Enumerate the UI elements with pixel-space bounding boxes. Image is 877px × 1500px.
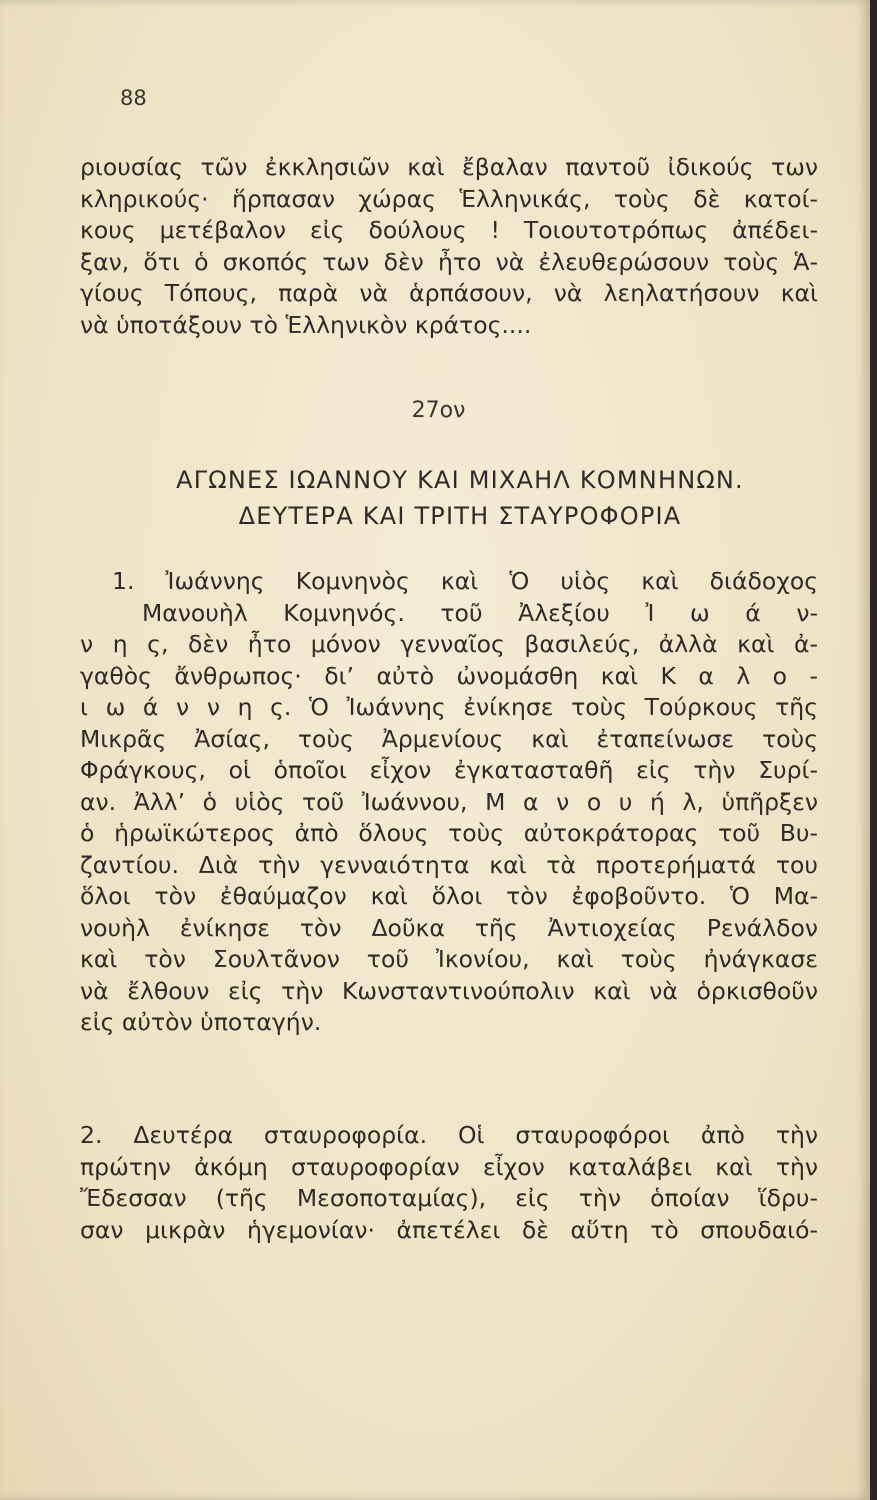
text-line: γαθὸς ἄνθρωπος· δι’ αὐτὸ ὠνομάσθη καὶ Κ α λ ο - bbox=[80, 661, 818, 690]
text-line: πρώτην ἀκόμη σταυροφορίαν εἶχον καταλάβει καὶ τὴν bbox=[80, 1152, 818, 1181]
text-line: 2. Δευτέρα σταυροφορία. Οἱ σταυροφόροι ἀπὸ τὴν bbox=[80, 1121, 818, 1149]
text-line: καὶ τὸν Σουλτᾶνον τοῦ Ἰκονίου, καὶ τοὺς ἠνάγκασε bbox=[80, 945, 818, 973]
text-line: Μικρᾶς Ἀσίας, τοὺς Ἀρμενίους καὶ ἐταπείνωσε τοὺς bbox=[80, 724, 818, 753]
text-line: ὅλοι τὸν ἐθαύμαζον καὶ ὅλοι τὸν ἐφοβοῦντο. Ὁ Μα- bbox=[80, 882, 818, 910]
text-line: 1. Ἰωάννης Κομνηνὸς καὶ Ὁ υἱὸς καὶ διάδοχος bbox=[112, 567, 818, 595]
section-2 bbox=[80, 1120, 818, 1246]
section-1 bbox=[80, 566, 818, 1039]
chapter-title-line: ΔΕΥΤΕΡΑ ΚΑΙ ΤΡΙΤΗ ΣΤΑΥΡΟΦΟΡΙΑ bbox=[238, 502, 682, 530]
text-line: ὁ ἡρωϊκώτερος ἀπὸ ὅλους τοὺς αὐτοκράτορας τοῦ Βυ- bbox=[80, 819, 818, 847]
text-line: κληρικούς· ἥρπασαν χώρας Ἑλληνικάς, τοὺς δὲ κατοί- bbox=[80, 184, 818, 213]
text-line: Φράγκους, οἱ ὁποῖοι εἶχον ἐγκατασταθῆ εἰς τὴν Συρί- bbox=[80, 756, 818, 784]
text-line: νουὴλ ἐνίκησε τὸν Δοῦκα τῆς Ἀντιοχείας Ρενάλδον bbox=[80, 913, 818, 942]
chapter-number: 27ον bbox=[411, 398, 466, 423]
text-line: ι ω ά ν ν η ς. Ὁ Ἰωάννης ἐνίκησε τοὺς Τούρκους τῆς bbox=[80, 693, 818, 721]
chapter-title bbox=[100, 462, 820, 534]
text-line: ζαντίου. Διὰ τὴν γενναιότητα καὶ τὰ προτερήματά του bbox=[80, 850, 818, 879]
text-line: εἰς αὐτὸν ὑποταγήν. bbox=[80, 1008, 322, 1036]
text-line: γίους Τόπους, παρὰ νὰ ἁρπάσουν, νὰ λεηλατήσουν καὶ bbox=[80, 279, 818, 307]
page-number: 88 bbox=[120, 86, 147, 110]
top-paragraph bbox=[80, 152, 818, 341]
text-line: Ἔδεσσαν (τῆς Μεσοποταμίας), εἰς τὴν ὁποίαν ἵδρυ- bbox=[80, 1184, 818, 1212]
chapter-title-line: ΑΓΩΝΕΣ ΙΩΑΝΝΟΥ ΚΑΙ ΜΙΧΑΗΛ ΚΟΜΝΗΝΩΝ. bbox=[176, 466, 744, 494]
text-line: κους μετέβαλον εἰς δούλους ! Τοιουτοτρόπως ἀπέδει- bbox=[80, 216, 818, 244]
text-line: σαν μικρὰν ἡγεμονίαν· ἀπετέλει δὲ αὕτη τὸ σπουδαιό- bbox=[80, 1215, 818, 1244]
text-line: Μανουὴλ Κομνηνός. τοῦ Ἀλεξίου Ἰ ω ά ν- bbox=[142, 598, 818, 627]
text-line: αν. Ἀλλ’ ὁ υἱὸς τοῦ Ἰωάννου, Μ α ν ο υ ή λ, ὑπῆρξεν bbox=[80, 787, 818, 816]
text-line: ριουσίας τῶν ἐκκλησιῶν καὶ ἔβαλαν παντοῦ ἰδικούς των bbox=[80, 153, 818, 181]
text-line: νὰ ἔλθουν εἰς τὴν Κωνσταντινούπολιν καὶ νὰ ὁρκισθοῦν bbox=[80, 976, 818, 1005]
text-line: νὰ ὑποτάξουν τὸ Ἑλληνικὸν κράτος.... bbox=[80, 310, 532, 339]
text-line: ν η ς, δὲν ἦτο μόνον γενναῖος βασιλεύς, ἀλλὰ καὶ ἀ- bbox=[80, 630, 818, 658]
text-line: ξαν, ὅτι ὁ σκοπός των δὲν ἦτο νὰ ἐλευθερώσουν τοὺς Ἁ- bbox=[80, 247, 818, 276]
